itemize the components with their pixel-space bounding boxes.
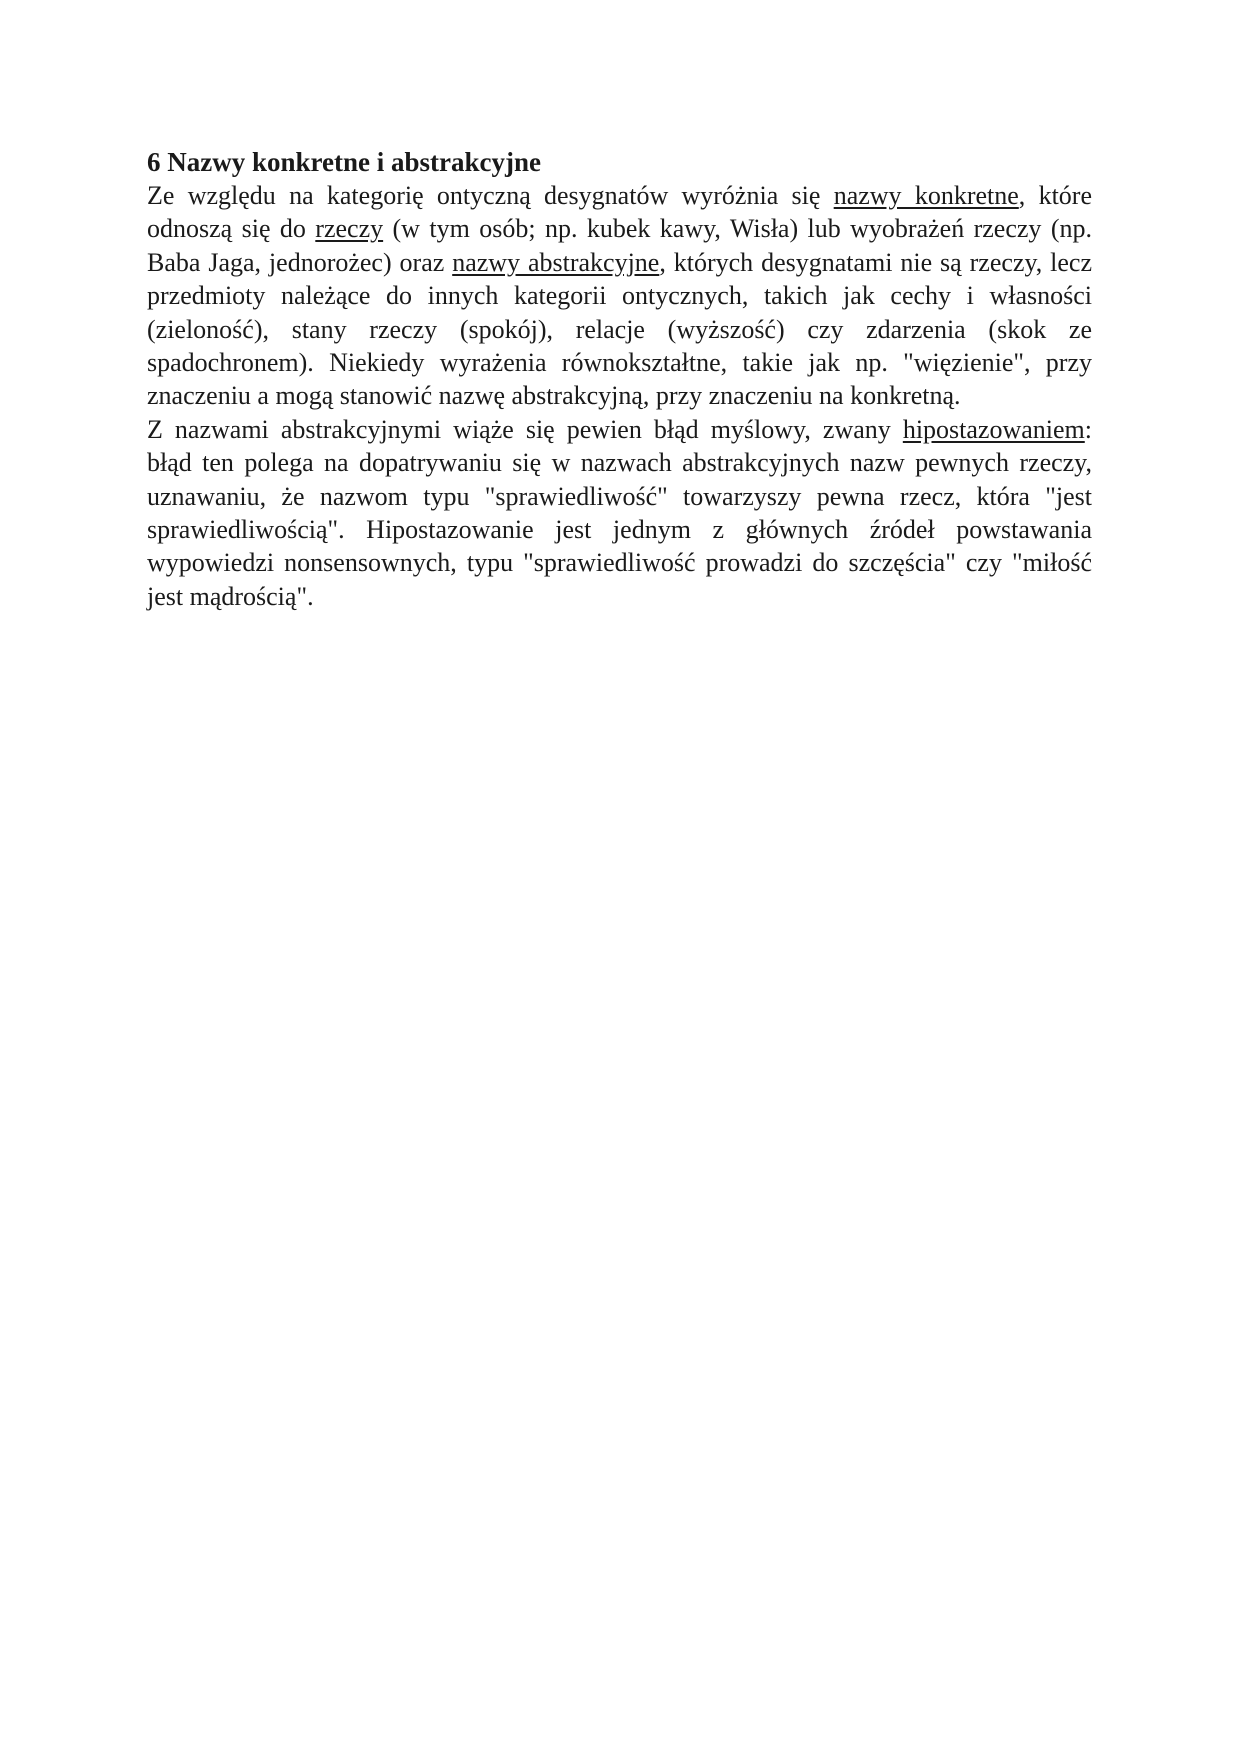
text-run: , które odnoszą się do — [147, 181, 1092, 244]
link-rzeczy[interactable]: rzeczy — [315, 214, 384, 244]
text-run: , których desygnatami nie są rzeczy, lecz przedmioty należące do innych kategorii ontycznych, takich jak cechy i własności (zieloność), stany rzeczy (spokój), relacje (wyższość) czy zdarzenia (skok ze spadochronem). Niekiedy wyrażenia równokształtne, takie jak np. "więzienie", przy znaczeniu a mogą stanowić nazwę abstrakcyjną, przy znaczeniu na konkretną. — [147, 247, 1092, 411]
section-heading: 6 Nazwy konkretne i abstrakcyjne — [147, 147, 541, 177]
text-run: (w tym osób; np. kubek kawy, Wisła) lub wyobrażeń rzeczy (np. Baba Jaga, jednorożec) oraz — [147, 214, 1092, 277]
link-nazwy-konkretne[interactable]: nazwy konkretne — [833, 181, 1019, 210]
text-run: Z nazwami abstrakcyjnymi wiąże się pewien błąd myślowy, zwany — [147, 414, 903, 444]
link-nazwy-abstrakcyjne[interactable]: nazwy abstrakcyjne — [452, 247, 660, 277]
link-hipostazowaniem[interactable]: hipostazowaniem — [902, 414, 1085, 444]
paragraph-hypostatization — [147, 413, 1092, 613]
text-run: : błąd ten polega na dopatrywaniu się w nazwach abstrakcyjnych nazw pewnych rzeczy, uznawaniu, że nazwom typu "sprawiedliwość" towarzyszy pewna rzecz, która "jest sprawiedliwością". Hipostazowanie jest jednym z głównych źródeł powstawania wypowiedzi nonsensownych, typu "sprawiedliwość prowadzi do szczęścia" czy "miłość jest mądrością". — [147, 414, 1092, 611]
paragraph-concrete-abstract — [147, 179, 1092, 413]
text-run: Ze względu na kategorię ontyczną desygnatów wyróżnia się — [147, 181, 834, 210]
document-page — [147, 146, 1092, 613]
